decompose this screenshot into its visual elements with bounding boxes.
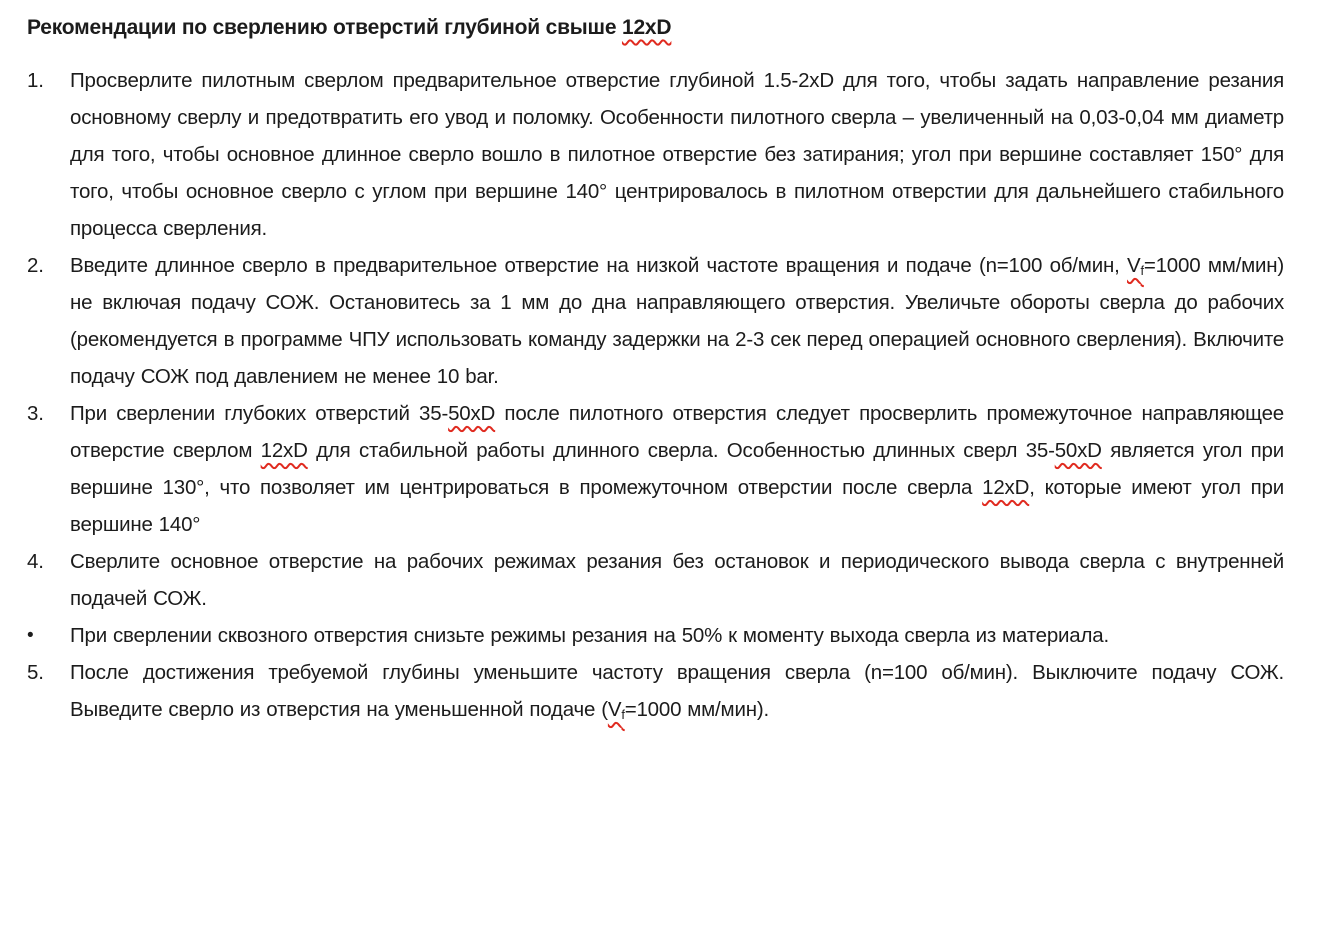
misspelled-text: 12xD — [621, 16, 672, 39]
recommendations-list — [27, 62, 1284, 728]
text-run: При сверлении глубоких отверстий 35- — [70, 402, 449, 426]
misspelled-text: f — [621, 707, 625, 723]
text-run: После достижения требуемой глубины уменьшите частоту вращения сверла (n=100 об/мин). Выключите подачу СОЖ. Выведите сверло из отверстия на уменьшенной подаче ( — [70, 661, 1284, 722]
text-run: после пилотного отверстия следует просверлить промежуточное направляющее отверстие сверлом — [70, 402, 1284, 463]
list-item — [27, 543, 1284, 617]
list-item — [27, 395, 1284, 543]
text-run: =1000 мм/мин) не включая подачу СОЖ. Остановитесь за 1 мм до дна направляющего отверстия. Увеличьте обороты сверла до рабочих (рекомендуется в программе ЧПУ использовать команду задержки на 2-3 сек перед операцией основного сверления). Включите подачу СОЖ под давлением не менее 10 bar. — [70, 254, 1285, 389]
list-marker: 1. — [27, 69, 44, 93]
misspelled-text: f — [1140, 263, 1144, 279]
text-run: для стабильной работы длинного сверла. Особенностью длинных сверл 35- — [307, 439, 1055, 463]
list-item — [27, 247, 1284, 395]
list-item-text — [70, 247, 1284, 395]
misspelled-text: 12xD — [982, 476, 1030, 500]
text-run: Рекомендации по сверлению отверстий глубиной свыше — [27, 16, 622, 39]
text-run: При сверлении сквозного отверстия снизьте режимы резания на 50% к моменту выхода сверла из материала. — [70, 624, 1109, 648]
misspelled-text: 50xD — [448, 402, 496, 426]
text-run: Просверлите пилотным сверлом предварительное отверстие глубиной 1.5-2xD для того, чтобы задать направление резания основному сверлу и предотвратить его увод и поломку. Особенности пилотного сверла – увеличенный на 0,03-0,04 мм диаметр для того, чтобы основное длинное сверло вошло в пилотное отверстие без затирания; угол при вершине составляет 150° для того, чтобы основное сверло с углом при вершине 140° центрировалось в пилотном отверстии для дальнейшего стабильного процесса сверления. — [70, 69, 1284, 241]
list-item-text — [70, 617, 1284, 654]
misspelled-text: V — [1127, 254, 1141, 278]
document-title — [27, 14, 1284, 41]
misspelled-text: 50xD — [1054, 439, 1102, 463]
list-marker: 2. — [27, 254, 44, 278]
text-run: является угол при вершине 130°, что позволяет им центрироваться в промежуточном отверстии после сверла — [70, 439, 1284, 500]
text-run: Сверлите основное отверстие на рабочих режимах резания без остановок и периодического вывода сверла с внутренней подачей СОЖ. — [70, 550, 1284, 611]
misspelled-text: V — [607, 698, 622, 722]
list-item — [27, 654, 1284, 728]
list-item-text — [70, 654, 1284, 728]
list-marker: • — [27, 625, 34, 647]
text-run: =1000 мм/мин). — [624, 698, 769, 722]
misspelled-text: 12xD — [260, 439, 308, 463]
text-run: Введите длинное сверло в предварительное отверстие на низкой частоте вращения и подаче (n=100 об/мин, — [70, 254, 1127, 278]
text-run: , которые имеют угол при вершине 140° — [70, 476, 1285, 537]
list-marker: 4. — [27, 550, 44, 574]
list-marker: 3. — [27, 402, 44, 426]
list-item-text — [70, 62, 1284, 247]
list-marker: 5. — [27, 661, 44, 685]
list-item-text — [70, 543, 1284, 617]
list-item — [27, 62, 1284, 247]
list-item — [27, 617, 1284, 654]
list-item-text — [70, 395, 1284, 543]
